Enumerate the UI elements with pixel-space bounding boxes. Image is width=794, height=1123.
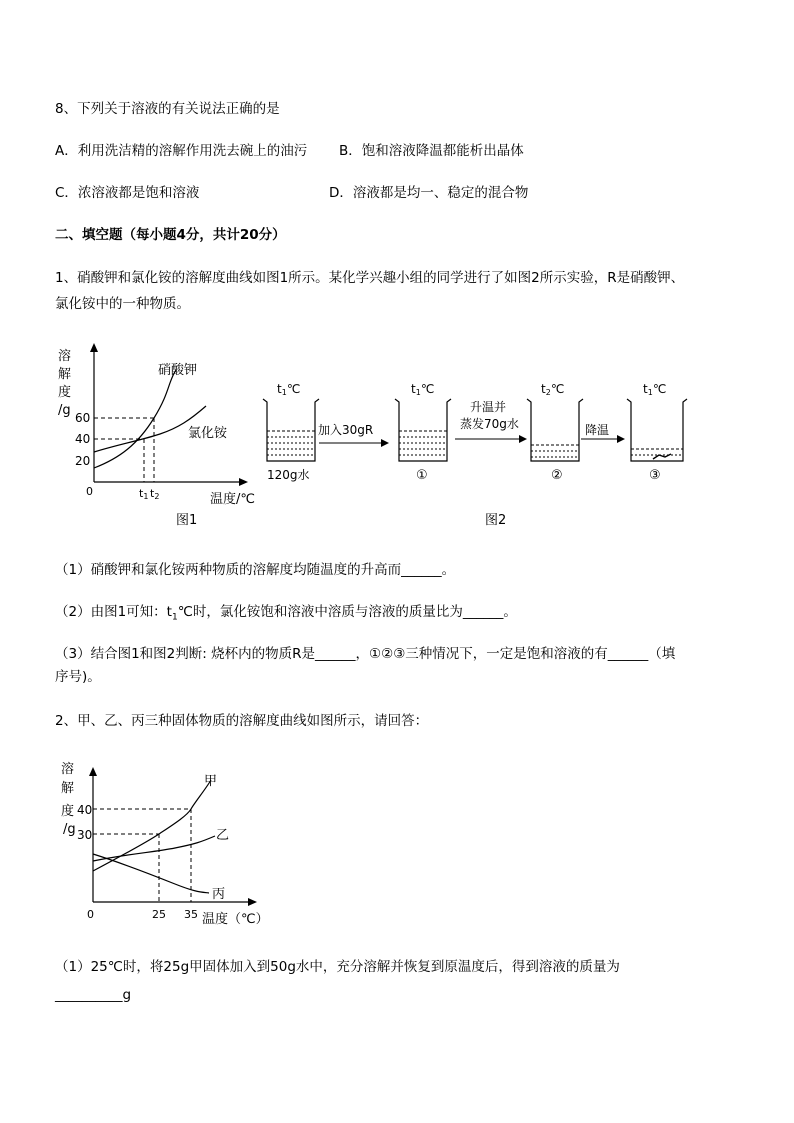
section-title: 二、填空题（每小题4分，共计20分） [55,227,286,243]
q1-sub3-line1: （3）结合图1和图2判断: 烧杯内的物质R是______，①②③三种情况下，一定是饱和溶液的有______（填 [55,646,676,662]
beaker-1 [395,382,451,483]
fig1-xtick-t1: t1 [139,487,149,501]
figure-2-experiment [255,375,705,535]
figure-1-solubility-chart [50,340,270,540]
fig1-ytick-40: 40 [75,432,91,446]
fig3-ytick-30: 30 [77,828,93,842]
fig3-xlabel: 温度（℃） [202,912,269,927]
fig1-ylabel-2: 解 [58,367,72,382]
step2-label-b: 蒸发70g水 [460,417,519,431]
step1-label: 加入30gR [318,423,374,437]
q2-sub1-line1: （1）25℃时，将25g甲固体加入到50g水中，充分溶解并恢复到原温度后，得到溶液的质量为 [55,959,620,975]
fig1-label-kno3: 硝酸钾 [158,363,198,378]
fig1-y-axis-arrow [90,343,98,352]
fig3-curve-bing [93,854,209,893]
q8-option-d: D．溶液都是均一、稳定的混合物 [329,185,529,201]
fig3-ylabel-3: 度 [61,804,75,819]
beaker-2 [527,382,583,483]
q1-sub1: （1）硝酸钾和氯化铵两种物质的溶解度均随温度的升高而______。 [55,562,456,578]
fig1-label-nh4cl: 氯化铵 [188,426,228,441]
fig1-ylabel-1: 溶 [58,349,72,364]
q8-option-b: B．饱和溶液降温都能析出晶体 [339,143,524,159]
fig3-label-bing: 丙 [212,887,226,902]
beaker0-water: 120g水 [267,468,310,482]
fig2-caption: 图2 [485,513,507,528]
fig3-xtick-35: 35 [184,908,198,921]
fig1-curve-kno3 [94,370,176,468]
fig1-ytick-20: 20 [75,454,91,468]
beaker1-label: ① [416,468,428,483]
fig1-origin: 0 [86,485,93,498]
fig3-xtick-25: 25 [152,908,166,921]
beaker3-label: ③ [649,468,661,483]
q8-option-c: C．浓溶液都是饱和溶液 [55,185,200,201]
fig1-ylabel-4: /g [58,403,71,418]
fig3-x-axis-arrow [248,898,257,906]
beaker2-temp: t2℃ [541,382,565,397]
fig3-ylabel-2: 解 [61,781,75,796]
fig1-xtick-t2: t2 [150,487,160,501]
q8-stem: 8、下列关于溶液的有关说法正确的是 [55,101,280,117]
fig1-caption: 图1 [176,513,198,528]
fig3-y-axis-arrow [89,767,97,776]
beaker0-temp: t1℃ [277,382,301,397]
beaker1-temp: t1℃ [411,382,435,397]
fig1-xlabel: 温度/℃ [210,492,255,507]
fig1-ylabel-3: 度 [58,385,72,400]
q1-stem-line2: 氯化铵中的一种物质。 [55,296,190,312]
step3-label: 降温 [585,423,610,437]
beaker3-temp: t1℃ [643,382,667,397]
q2-sub1-line2: __________g [55,987,132,1003]
beaker-initial [263,382,319,482]
q1-sub2: （2）由图1可知：$t_1℃$时，氯化铵饱和溶液中溶质与溶液的质量比为______。 [55,604,517,623]
beaker2-label: ② [551,468,563,483]
step2-label-a: 升温并 [470,400,507,414]
fig1-x-axis-arrow [239,478,248,486]
q2-stem: 2、甲、乙、丙三种固体物质的溶解度曲线如图所示，请回答： [55,713,429,729]
q1-stem-line1: 1、硝酸钾和氯化铵的溶解度曲线如图1所示。某化学兴趣小组的同学进行了如图2所示实验，R是硝酸钾、 [55,270,685,286]
fig3-ylabel-1: 溶 [61,762,75,777]
q8-option-a: A．利用洗洁精的溶解作用洗去碗上的油污 [55,143,308,159]
fig3-label-yi: 乙 [216,828,230,843]
fig3-origin: 0 [87,908,94,921]
q1-sub3-line2: 序号)。 [55,669,101,685]
fig3-label-jia: 甲 [204,774,218,789]
fig3-ylabel-4: /g [63,822,76,837]
figure-3-solubility-chart [55,758,285,938]
beaker-3 [627,382,687,483]
fig1-ytick-60: 60 [75,411,91,425]
fig3-curve-yi [93,836,215,861]
fig3-ytick-40: 40 [77,803,93,817]
